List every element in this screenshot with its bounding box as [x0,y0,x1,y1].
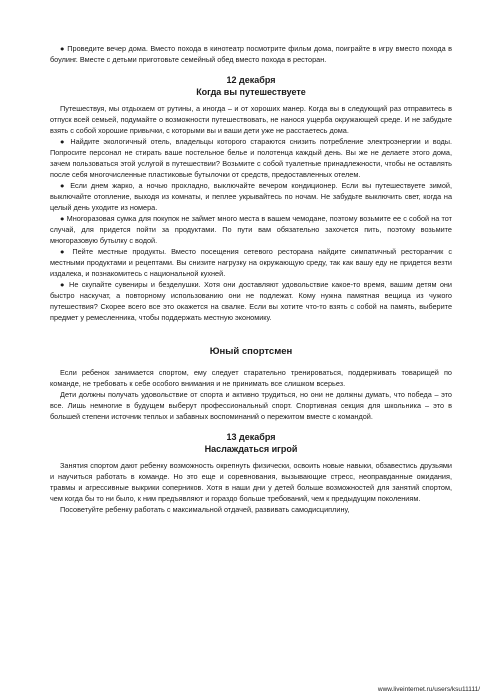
paragraph: ● Не скупайте сувениры и безделушки. Хотя они доставляют удовольствие какое-то время, вашим детям они быстро наскучат, а повторному использованию они не подлежат. Кому нужна памятная вещица из чужого путешествия? Скорее всего все это окажется на свалке. Если вы хотите что-то взять с собой на память, выберите предмет у ремесленника, чтобы поддержать местную экономику. [50,280,452,322]
intro-paragraph: ● Проведите вечер дома. Вместо похода в кинотеатр посмотрите фильм дома, поиграйте в игру вместо похода в боулинг. Вместе с детьми приготовьте семейный обед вместо похода в ресторан. [50,44,452,64]
date-heading-dec-12: 12 декабря [226,75,276,85]
paragraph: ● Найдите экологичный отель, владельцы которого стараются снизить потребление электроэнергии и воды. Попросите персонал не стирать ваше постельное белье и полотенца каждый день. Вы же не делаете этого дома, зачем пользоваться этой услугой в путешествии? Возьмите с собой туалетные принадлежности, чтобы не оставлять после себя многочисленные пластиковые бутылочки от средств, предоставленных отелем. [50,137,452,179]
paragraph: Занятия спортом дают ребенку возможность окрепнуть физически, освоить новые навыки, обзавестись друзьями и научиться работать в команде. Но это еще и соревнования, вызывающие стресс, неоправданные ожидания, травмы и агрессивные выкрики соперников. Хотя в наши дни у детей больше возможностей для занятий спортом, чем когда бы то ни было, к ним предъявляют и гораздо больше требований, чем к предыдущим поколениям. [50,461,452,503]
section-title-travel: Когда вы путешествуете [196,87,306,97]
paragraph: Путешествуя, мы отдыхаем от рутины, а иногда – и от хороших манер. Когда вы в следующий раз отправитесь в отпуск всей семьей, подумайте о возможности путешествовать, не нанося ущерба окружающей среде. И не забудьте взять с собой хорошие привычки, с которыми вы и ваши дети уже не расстаетесь дома. [50,104,452,135]
date-heading-dec-13: 13 декабря [226,432,276,442]
paragraph: ● Если днем жарко, а ночью прохладно, выключайте вечером кондиционер. Если вы путешествуете зимой, выключайте отопление, выходя из комнаты, и пеплее укрывайтесь по ночам. Не забудьте выключить свет, когда на целый день уходите из номера. [50,181,452,212]
paragraph: ● Многоразовая сумка для покупок не займет много места в вашем чемодане, поэтому возьмите ее с собой на тот случай, для придется пойти за продуктами. По пути вам обязательно захочется пить, поэтому возьмите многоразовую бутылку с водой. [50,214,452,245]
section-title-young-athlete: Юный спортсмен [209,346,293,357]
paragraph: Если ребенок занимается спортом, ему следует старательно тренироваться, поддерживать товарищей по команде, не требовать к себе особого внимания и не принимать все слишком всерьез. [50,368,452,388]
page-content [50,43,452,515]
paragraph: Дети должны получать удовольствие от спорта и активно трудиться, но они не должны думать, что победа – это все. Лишь немногие в будущем выберут профессиональный спорт. Спортивная секция для школьника – это в большей степени источник теплых и забавных воспоминаний о пережитом вместе с командой. [50,390,452,421]
paragraph: Посоветуйте ребенку работать с максимальной отдачей, развивать самодисциплину, [60,505,350,514]
footer-url: www.liveinternet.ru/users/ksu11111/ [377,686,480,693]
section-title-enjoy-game: Наслаждаться игрой [204,444,298,454]
paragraph: ● Пейте местные продукты. Вместо посещения сетевого ресторана найдите симпатичный ресторанчик с местными продуктами и рецептами. Вы снизите нагрузку на окружающую среду, так как вашу еду не придется везти издалека, и познакомитесь с национальной кухней. [50,247,452,278]
